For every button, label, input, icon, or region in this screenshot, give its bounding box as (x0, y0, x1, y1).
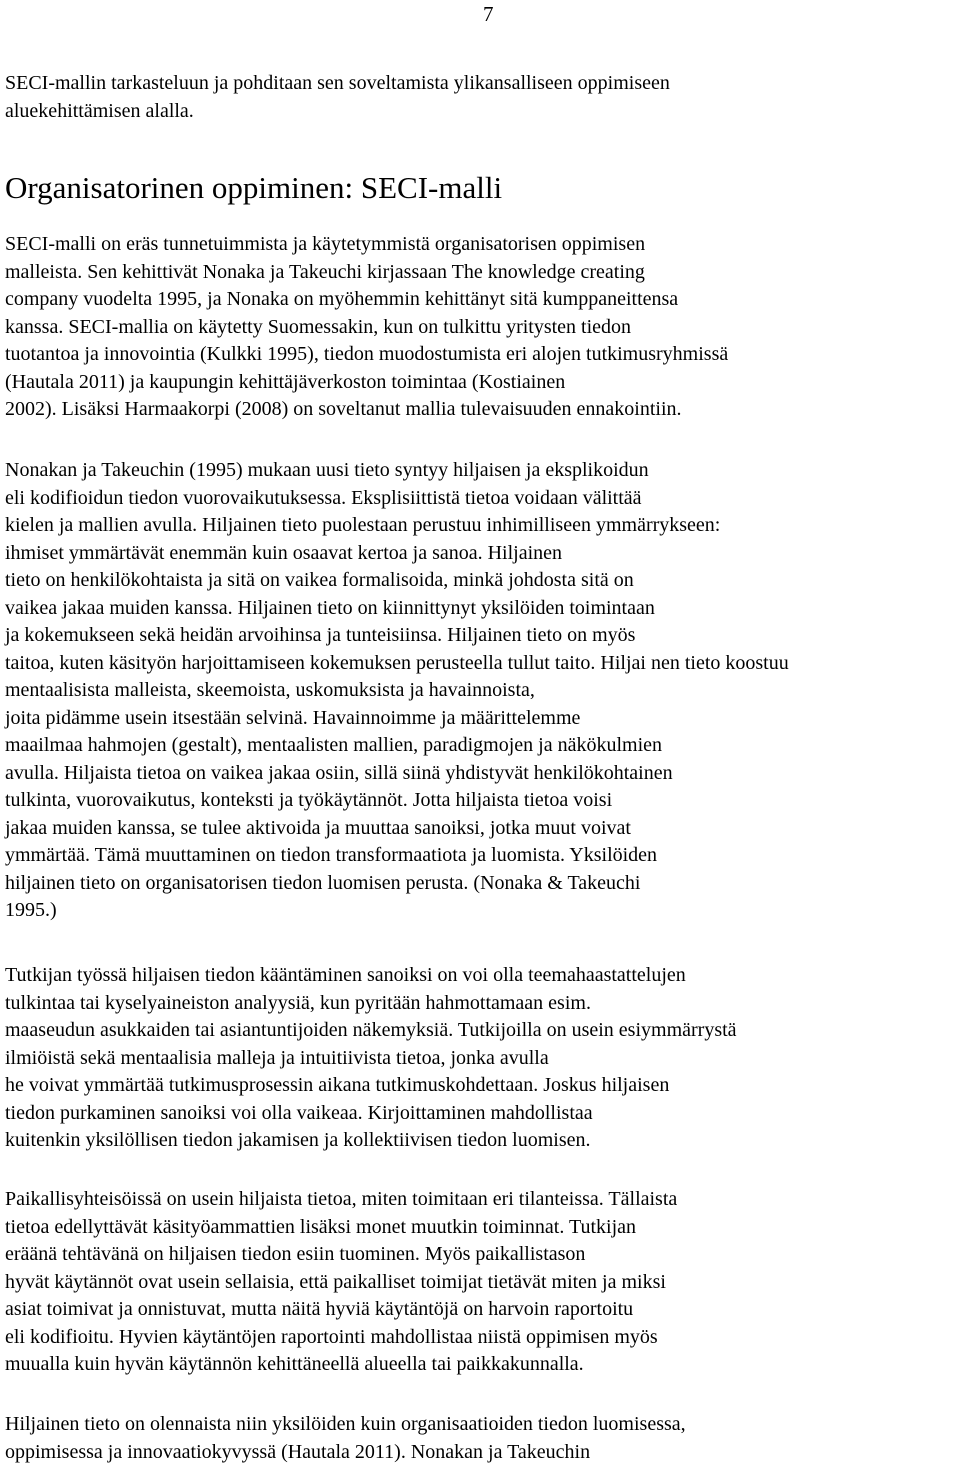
text-line: malleista. Sen kehittivät Nonaka ja Takeuchi kirjassaan The knowledge creating (5, 260, 645, 283)
text-line: SECI-malli on eräs tunnetuimmista ja käytetymmistä organisatorisen oppimisen (5, 233, 646, 255)
text-line: maaseudun asukkaiden tai asiantuntijoiden näkemyksiä. Tutkijoilla on usein esiymmärrystä (5, 1019, 737, 1041)
paragraph-researcher-work (5, 962, 955, 1155)
text-line: eräänä tehtävänä on hiljaisen tiedon esiin tuominen. Myös paikallistason (5, 1243, 586, 1265)
text-line: 1995.) (5, 899, 57, 921)
text-line: vaikea jakaa muiden kanssa. Hiljainen tieto on kiinnittynyt yksilöiden toimintaan (5, 596, 655, 619)
text-line: tulkinta, vuorovaikutus, konteksti ja työkäytännöt. Jotta hiljaista tietoa voisi (5, 789, 613, 811)
text-line: ja kokemukseen sekä heidän arvoihinsa ja tunteisiinsa. Hiljainen tieto on myös (5, 624, 636, 646)
text-line: oppimisessa ja innovaatiokyvyssä (Hautala 2011). Nonakan ja Takeuchin (5, 1440, 591, 1463)
paragraph-tacit-knowledge (5, 457, 955, 925)
text-line: he voivat ymmärtää tutkimusprosessin aikana tutkimuskohdettaan. Joskus hiljaisen (5, 1074, 670, 1096)
text-line: 2002). Lisäksi Harmaakorpi (2008) on soveltanut mallia tulevaisuuden ennakointiin. (5, 398, 682, 420)
text-line: kanssa. SECI-mallia on käytetty Suomessakin, kun on tulkittu yritysten tiedon (5, 315, 632, 338)
text-line: maailmaa hahmojen (gestalt), mentaalisten mallien, paradigmojen ja näkökulmien (5, 734, 663, 756)
text-line: muualla kuin hyvän käytännön kehittäneellä alueella tai paikkakunnalla. (5, 1353, 584, 1375)
text-line: ihmiset ymmärtävät enemmän kuin osaavat kertoa ja sanoa. Hiljainen (5, 541, 563, 564)
text-line: SECI-mallin tarkasteluun ja pohditaan sen soveltamista ylikansalliseen oppimiseen (5, 72, 670, 94)
text-line: kielen ja mallien avulla. Hiljainen tieto puolestaan perustuu inhimilliseen ymmärrykseen: (5, 514, 721, 536)
intro-paragraph (5, 70, 955, 125)
paragraph-conclusion (5, 1411, 955, 1466)
text-line: avulla. Hiljaista tietoa on vaikea jakaa osiin, sillä siinä yhdistyvät henkilökohtainen (5, 761, 673, 784)
text-line: tieto on henkilökohtaista ja sitä on vaikea formalisoida, minkä johdosta sitä on (5, 569, 634, 591)
text-line: joita pidämme usein itsestään selvinä. Havainnoimme ja määrittelemme (5, 706, 581, 729)
text-line: tietoa edellyttävät käsityöammattien lisäksi monet muutkin toiminnat. Tutkijan (5, 1215, 637, 1238)
text-line: jakaa muiden kanssa, se tulee aktivoida ja muuttaa sanoiksi, jotka muut voivat (5, 816, 631, 839)
text-line: Nonakan ja Takeuchin (1995) mukaan uusi tieto syntyy hiljaisen ja eksplikoidun (5, 459, 649, 481)
text-line: eli kodifioitu. Hyvien käytäntöjen raportointi mahdollistaa niistä oppimisen myös (5, 1325, 658, 1348)
page-number: 7 (483, 2, 494, 26)
text-line: Paikallisyhteisöissä on usein hiljaista tietoa, miten toimitaan eri tilanteissa. Tällaista (5, 1188, 678, 1210)
text-line: ymmärtää. Tämä muuttaminen on tiedon transformaatiota ja luomista. Yksilöiden (5, 844, 658, 866)
text-line: aluekehittämisen alalla. (5, 99, 194, 122)
text-line: Hiljainen tieto on olennaista niin yksilöiden kuin organisaatioiden tiedon luomisessa, (5, 1413, 686, 1435)
text-line: hyvät käytännöt ovat usein sellaisia, että paikalliset toimijat tietävät miten ja miksi (5, 1270, 666, 1293)
text-line: ilmiöistä sekä mentaalisia malleja ja intuitiivista tietoa, jonka avulla (5, 1046, 549, 1069)
text-line: (Hautala 2011) ja kaupungin kehittäjäverkoston toimintaa (Kostiainen (5, 370, 566, 393)
paragraph-local-communities (5, 1186, 955, 1379)
text-line: taitoa, kuten käsityön harjoittamiseen kokemuksen perusteella tullut taito. Hiljai nen tieto koostuu (5, 651, 789, 674)
text-line: Tutkijan työssä hiljaisen tiedon kääntäminen sanoiksi on voi olla teemahaastattelujen (5, 964, 686, 986)
section-heading: Organisatorinen oppiminen: SECI-malli (5, 170, 503, 205)
text-line: asiat toimivat ja onnistuvat, mutta näitä hyviä käytäntöjä on harvoin raportoitu (5, 1298, 634, 1320)
text-line: tiedon purkaminen sanoiksi voi olla vaikeaa. Kirjoittaminen mahdollistaa (5, 1101, 593, 1124)
text-line: tulkintaa tai kyselyaineiston analyysiä, kun pyritään hahmottamaan esim. (5, 991, 591, 1014)
text-line: company vuodelta 1995, ja Nonaka on myöhemmin kehittänyt sitä kumppaneittensa (5, 288, 679, 310)
text-line: mentaalisista malleista, skeemoista, uskomuksista ja havainnoista, (5, 679, 535, 701)
text-line: eli kodifioidun tiedon vuorovaikutuksessa. Eksplisiittistä tietoa voidaan välittää (5, 486, 642, 509)
text-line: tuotantoa ja innovointia (Kulkki 1995), tiedon muodostumista eri alojen tutkimusryhmissä (5, 343, 729, 365)
text-line: kuitenkin yksilöllisen tiedon jakamisen ja kollektiivisen tiedon luomisen. (5, 1129, 591, 1151)
paragraph-seci-intro (5, 231, 955, 424)
text-line: hiljainen tieto on organisatorisen tiedon luomisen perusta. (Nonaka & Takeuchi (5, 871, 641, 894)
